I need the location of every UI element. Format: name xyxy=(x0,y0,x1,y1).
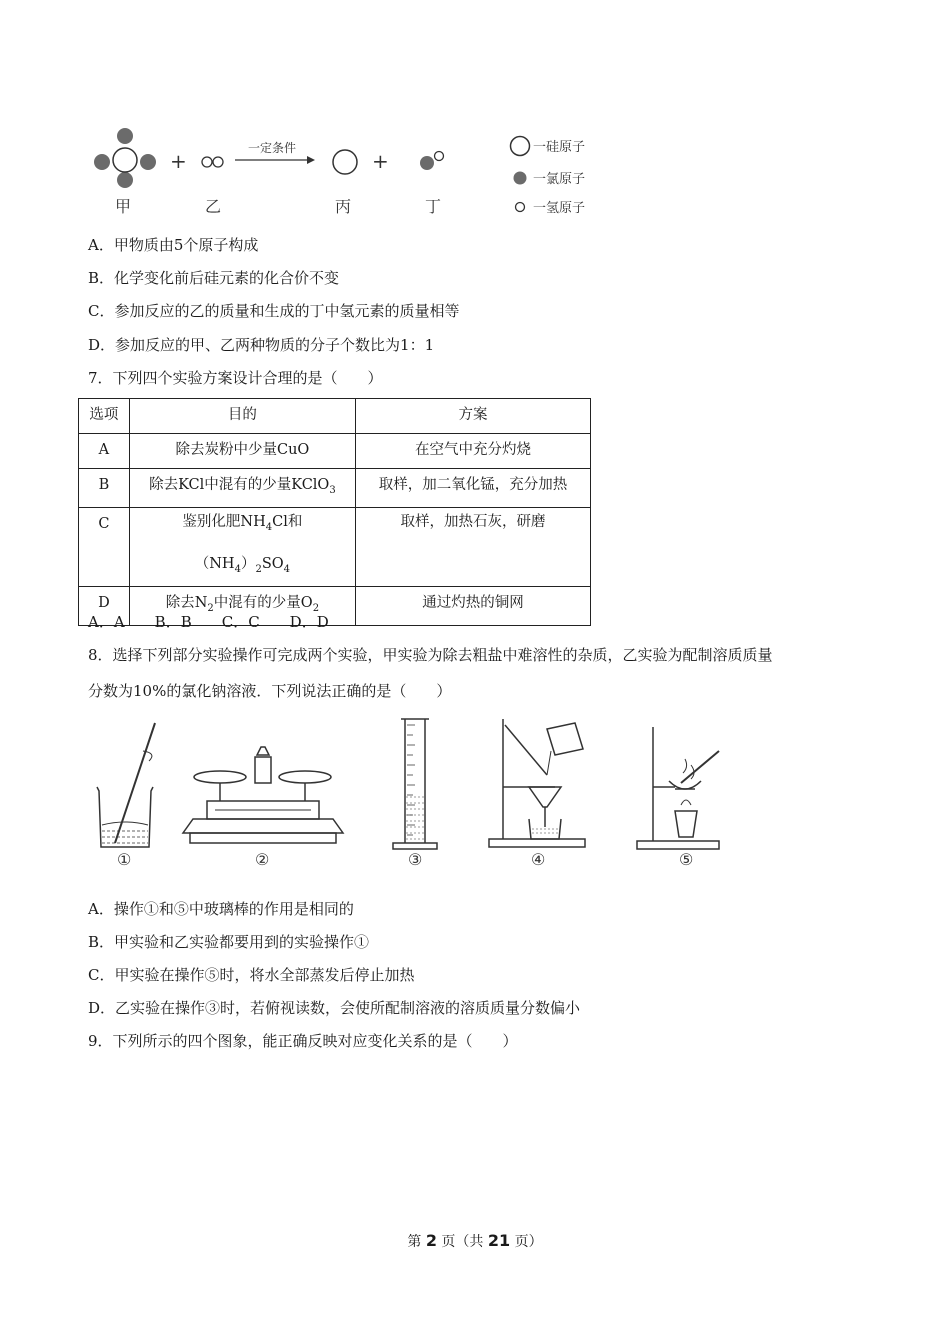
operation-2-weighing xyxy=(183,747,343,843)
row-plan: 在空气中充分灼烧 xyxy=(414,442,531,458)
operation-5-evaporating xyxy=(637,727,719,849)
figure-label-3: ③ xyxy=(408,850,423,869)
reaction-condition: 一定条件 xyxy=(248,141,297,155)
label-yi: 乙 xyxy=(205,197,222,216)
legend xyxy=(511,137,586,217)
operation-1-dissolving xyxy=(97,723,155,847)
q7-answers: A．A B．B C．C D．D xyxy=(88,613,329,631)
table-row xyxy=(79,507,591,586)
label-ding: 丁 xyxy=(425,197,442,216)
q7-stem: 7．下列四个实验方案设计合理的是（ ） xyxy=(88,369,383,387)
row-option: D xyxy=(98,594,110,611)
table-row xyxy=(79,469,591,508)
q8-option-c: C．甲实验在操作⑤时，将水全部蒸发后停止加热 xyxy=(88,966,415,984)
legend-hydrogen-label: 一氢原子 xyxy=(533,201,586,216)
row-option: C xyxy=(98,515,110,532)
row-purpose: 除去$N_2$中混有的少量$O_2$ xyxy=(165,594,320,614)
row-plan: 取样，加热石灰，研磨 xyxy=(400,513,546,530)
header-option: 选项 xyxy=(89,407,119,423)
q8-option-b: B．甲实验和乙实验都要用到的实验操作① xyxy=(88,933,370,951)
q6-option-b: B．化学变化前后硅元素的化合价不变 xyxy=(88,269,340,287)
row-plan: 通过灼热的铜网 xyxy=(422,594,524,611)
plus-sign-2: + xyxy=(372,149,389,173)
label-bing: 丙 xyxy=(335,197,352,216)
figure-label-1: ① xyxy=(117,850,132,869)
q7-table xyxy=(78,398,591,626)
q6-option-c: C．参加反应的乙的质量和生成的丁中氢元素的质量相等 xyxy=(88,302,460,320)
table-header-row xyxy=(79,399,591,434)
figure-label-5: ⑤ xyxy=(679,850,694,869)
molecule-bing xyxy=(333,150,357,174)
legend-silicon-symbol xyxy=(511,137,530,156)
legend-hydrogen-symbol xyxy=(516,203,525,212)
page-total: 21 xyxy=(487,1231,511,1250)
figure-label-4: ④ xyxy=(531,850,546,869)
row-plan: 取样，加二氧化锰，充分加热 xyxy=(378,477,568,493)
plus-sign-1: + xyxy=(170,149,187,173)
label-jia: 甲 xyxy=(115,197,132,216)
q9-stem: 9．下列所示的四个图象，能正确反映对应变化关系的是（ ） xyxy=(88,1032,518,1050)
row-purpose-line1: 鉴别化肥$NH_4Cl$和 xyxy=(182,513,303,533)
legend-silicon-label: 一硅原子 xyxy=(533,140,586,155)
page-number: 2 xyxy=(425,1231,437,1250)
operation-3-measuring xyxy=(393,719,437,849)
row-option: A xyxy=(98,442,110,458)
molecule-jia xyxy=(94,128,156,188)
row-purpose-line2: $(NH_4)_2SO_4$ xyxy=(194,555,291,575)
legend-chlorine-symbol xyxy=(514,172,527,185)
row-purpose: 除去KCl中混有的少量KClO$_3$ xyxy=(149,477,336,496)
footer-mid: 页（共 xyxy=(436,1234,488,1250)
reaction-diagram xyxy=(85,120,625,220)
q8-stem-line2: 分数为10%的氯化钠溶液．下列说法正确的是（ ） xyxy=(88,682,452,700)
footer-pre: 第 xyxy=(407,1234,426,1250)
row-purpose: 除去炭粉中少量CuO xyxy=(175,442,310,458)
q8-option-a: A．操作①和⑤中玻璃棒的作用是相同的 xyxy=(88,900,354,918)
figure-label-2: ② xyxy=(255,850,270,869)
table-row xyxy=(79,434,591,469)
header-plan: 方案 xyxy=(458,407,488,423)
legend-chlorine-label: 一氯原子 xyxy=(533,172,586,187)
q8-option-d: D．乙实验在操作③时，若俯视读数，会使所配制溶液的溶质质量分数偏小 xyxy=(88,999,581,1017)
q8-stem-line1: 8．选择下列部分实验操作可完成两个实验，甲实验为除去粗盐中难溶性的杂质，乙实验为配制溶质质量 xyxy=(88,646,773,664)
lab-operations-figure xyxy=(85,715,725,873)
operation-4-filtering xyxy=(489,719,585,847)
molecule-yi xyxy=(202,157,223,167)
q6-option-d: D．参加反应的甲、乙两种物质的分子个数比为1：1 xyxy=(88,336,435,354)
footer-post: 页） xyxy=(510,1234,543,1250)
row-option: B xyxy=(98,477,110,493)
page-footer xyxy=(0,1231,950,1251)
molecule-ding xyxy=(420,152,444,171)
header-purpose: 目的 xyxy=(227,407,257,423)
q6-option-a: A．甲物质由5个原子构成 xyxy=(88,236,259,254)
